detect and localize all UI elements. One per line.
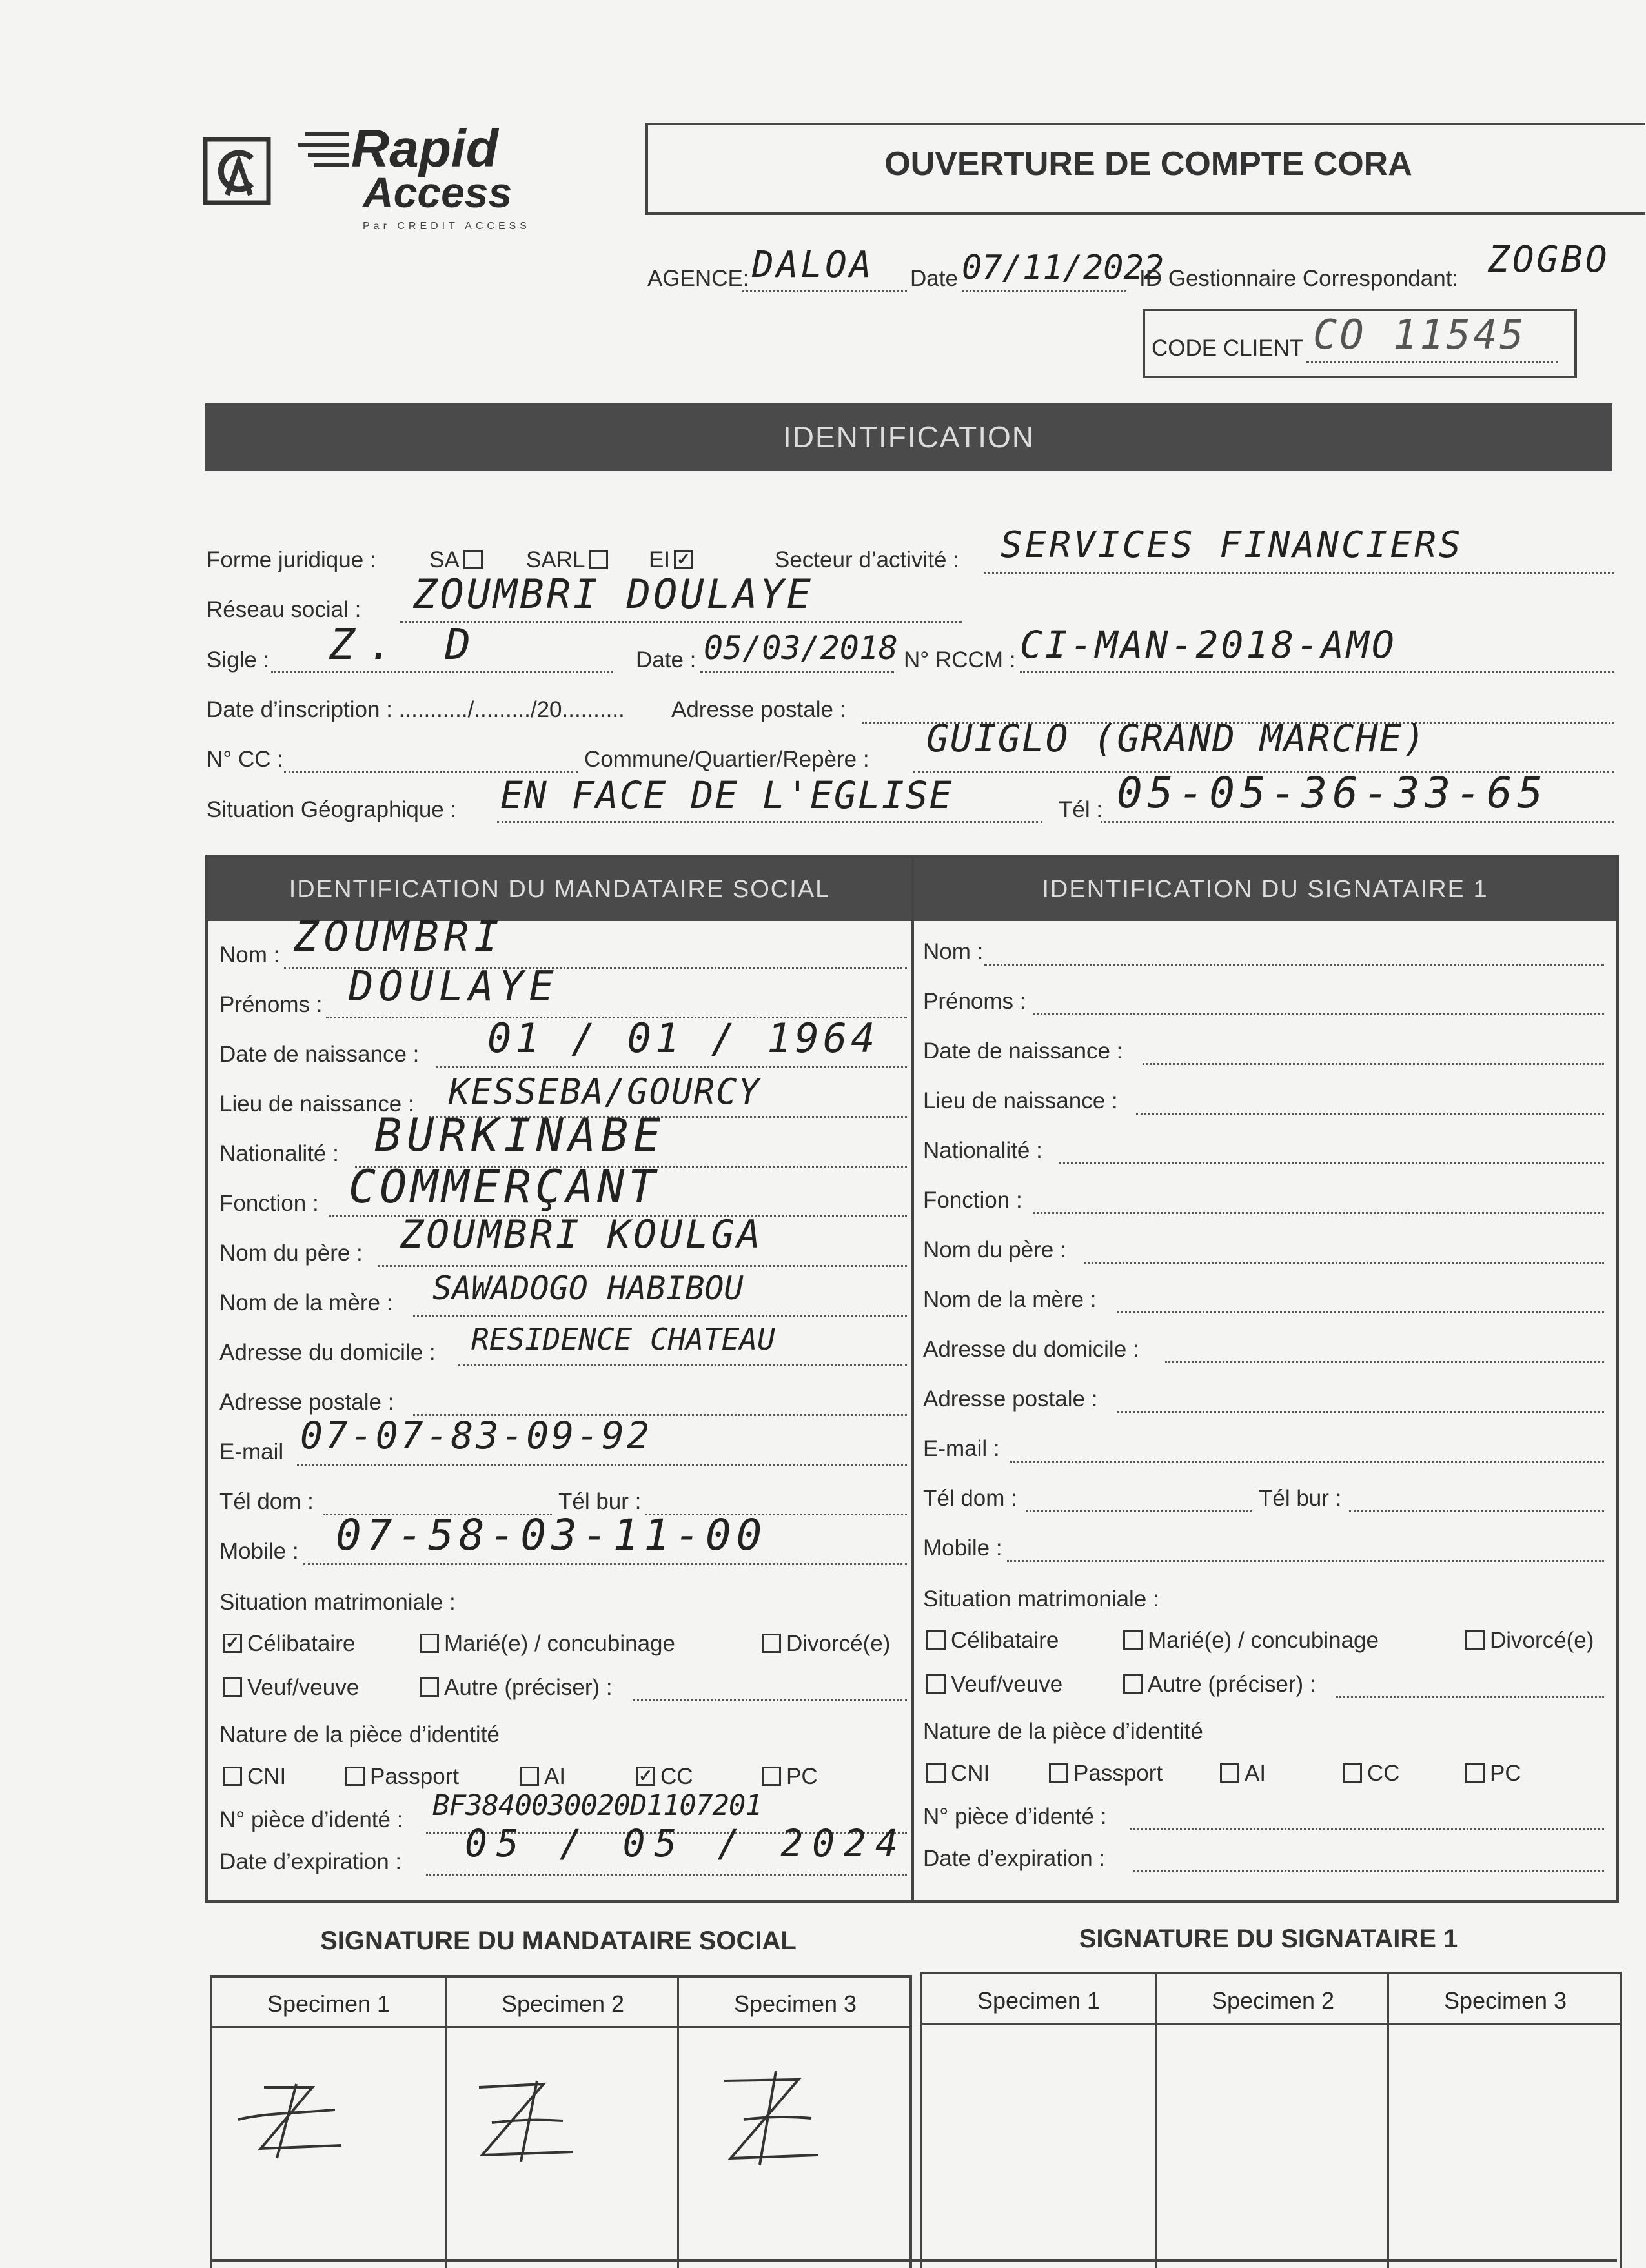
s-celibataire-option[interactable]: Célibataire — [926, 1628, 1059, 1654]
s-naissance-label: Date de naissance : — [923, 1038, 1123, 1064]
s-email-label: E-mail : — [923, 1436, 1000, 1461]
s-pc-checkbox[interactable] — [1465, 1763, 1485, 1783]
m-lieu-value: KESSEBA/GOURCY — [449, 1071, 761, 1112]
signataire-signature-title: SIGNATURE DU SIGNATAIRE 1 — [1079, 1925, 1458, 1953]
m-pere-label: Nom du père : — [219, 1240, 363, 1266]
s-cc-option[interactable]: CC — [1343, 1761, 1400, 1787]
s-npiece-field[interactable] — [1130, 1803, 1604, 1830]
m-fonction-value: COMMERÇANT — [349, 1160, 660, 1213]
s-specimen-1-label: Specimen 1 — [977, 1987, 1101, 2014]
m-fonction-label: Fonction : — [219, 1191, 319, 1216]
m-mere-label: Nom de la mère : — [219, 1290, 393, 1315]
m-nom-value: ZOUMBRI — [294, 913, 504, 961]
logo-name: Rapid — [351, 119, 498, 178]
m-nationalite-label: Nationalité : — [219, 1141, 339, 1166]
m-divorce-option[interactable]: Divorcé(e) — [762, 1631, 890, 1657]
m-prenoms-label: Prénoms : — [219, 992, 323, 1017]
s-fonction-label: Fonction : — [923, 1188, 1022, 1213]
s-specimen-1[interactable] — [922, 1974, 1155, 2268]
s-piece-label: Nature de la pièce d’identité — [923, 1719, 1203, 1744]
s-marie-checkbox[interactable] — [1123, 1630, 1143, 1650]
secteur-value: SERVICES FINANCIERS — [1001, 524, 1463, 566]
m-email-label: E-mail — [219, 1439, 284, 1464]
ei-option[interactable]: EI ✓ — [649, 547, 698, 573]
speed-lines-icon — [292, 129, 350, 174]
mandataire-signature-title: SIGNATURE DU MANDATAIRE SOCIAL — [320, 1927, 797, 1955]
s-pere-label: Nom du père : — [923, 1237, 1066, 1262]
s-autre-checkbox[interactable] — [1123, 1674, 1143, 1694]
m-autre-field[interactable] — [633, 1674, 907, 1701]
m-passport-checkbox[interactable] — [345, 1767, 365, 1786]
s-pere-field[interactable] — [1084, 1236, 1604, 1264]
rccm-value: CI-MAN-2018-AMO — [1020, 623, 1397, 667]
sa-checkbox[interactable] — [463, 550, 483, 569]
date-label: Date — [910, 266, 958, 291]
gestionnaire-label: ID Gestionnaire Correspondant: — [1139, 266, 1459, 291]
s-celibataire-checkbox[interactable] — [926, 1630, 946, 1650]
s-fonction-field[interactable] — [1033, 1186, 1604, 1214]
s-mobile-label: Mobile : — [923, 1535, 1002, 1561]
gestionnaire-value: ZOGBO — [1488, 239, 1610, 281]
sarl-option[interactable]: SARL — [526, 547, 613, 573]
m-mere-value: SAWADOGO HABIBOU — [432, 1270, 744, 1307]
s-specimen-3-label: Specimen 3 — [1443, 1987, 1567, 2014]
m-marie-checkbox[interactable] — [420, 1634, 439, 1653]
s-divorce-option[interactable]: Divorcé(e) — [1465, 1628, 1594, 1654]
m-specimen-2-label: Specimen 2 — [501, 1990, 625, 2017]
m-celibataire-checkbox[interactable]: ✓ — [223, 1634, 242, 1653]
m-veuf-checkbox[interactable] — [223, 1677, 242, 1697]
logo-name-2: Access — [363, 168, 513, 216]
m-specimen-3-signature-icon — [705, 2068, 834, 2178]
situation-label: Situation Géographique : — [207, 797, 457, 822]
ncc-field[interactable] — [284, 745, 578, 773]
s-domicile-label: Adresse du domicile : — [923, 1337, 1139, 1362]
s-nationalite-field[interactable] — [1059, 1137, 1604, 1164]
agence-value: DALOA — [752, 244, 874, 286]
code-client-box — [1143, 309, 1577, 378]
form-title: OUVERTURE DE COMPTE CORA — [884, 145, 1412, 183]
m-marie-option[interactable]: Marié(e) / concubinage — [420, 1631, 675, 1657]
s-autre-option[interactable]: Autre (préciser) : — [1123, 1672, 1316, 1697]
m-prenoms-value: DOULAYE — [349, 963, 559, 1011]
s-naissance-field[interactable] — [1143, 1037, 1604, 1065]
s-autre-field[interactable] — [1336, 1670, 1604, 1698]
m-specimen-1-label: Specimen 1 — [267, 1990, 391, 2017]
s-pc-option[interactable]: PC — [1465, 1761, 1521, 1787]
s-email-field[interactable] — [1010, 1435, 1604, 1463]
m-postale-field[interactable] — [413, 1388, 907, 1416]
agence-label: AGENCE: — [647, 266, 749, 291]
s-domicile-field[interactable] — [1165, 1335, 1604, 1363]
m-pere-value: ZOUMBRI KOULGA — [400, 1212, 763, 1257]
s-telbur-label: Tél bur : — [1259, 1486, 1342, 1511]
m-specimen-3[interactable] — [677, 1978, 911, 2268]
bottom-rule — [210, 2259, 1617, 2262]
commune-value: GUIGLO (GRAND MARCHE) — [926, 716, 1427, 760]
s-teldom-field[interactable] — [1026, 1484, 1252, 1512]
s-cc-checkbox[interactable] — [1343, 1763, 1362, 1783]
s-expiration-field[interactable] — [1133, 1845, 1604, 1872]
s-prenoms-field[interactable] — [1033, 987, 1604, 1015]
s-teldom-label: Tél dom : — [923, 1486, 1017, 1511]
forme-juridique-label: Forme juridique : — [207, 547, 376, 572]
logo — [201, 119, 563, 239]
mandataire-specimens — [210, 1975, 912, 2268]
m-cni-checkbox[interactable] — [223, 1767, 242, 1786]
m-specimen-2[interactable] — [445, 1978, 679, 2268]
rccm-label: N° RCCM : — [904, 647, 1016, 673]
s-veuf-option[interactable]: Veuf/veuve — [926, 1672, 1062, 1697]
m-passport-option[interactable]: Passport — [345, 1764, 459, 1790]
s-passport-checkbox[interactable] — [1049, 1763, 1068, 1783]
s-cni-option[interactable]: CNI — [926, 1761, 990, 1787]
s-ai-option[interactable]: AI — [1220, 1761, 1266, 1787]
m-piece-label: Nature de la pièce d’identité — [219, 1722, 500, 1747]
m-postale-label: Adresse postale : — [219, 1390, 394, 1415]
s-divorce-checkbox[interactable] — [1465, 1630, 1485, 1650]
sigle-label: Sigle : — [207, 647, 270, 673]
m-autre-option[interactable]: Autre (préciser) : — [420, 1675, 613, 1701]
m-pc-option[interactable]: PC — [762, 1764, 818, 1790]
commune-label: Commune/Quartier/Repère : — [584, 747, 869, 772]
m-domicile-label: Adresse du domicile : — [219, 1340, 436, 1365]
s-postale-label: Adresse postale : — [923, 1386, 1098, 1412]
s-specimen-2[interactable] — [1155, 1974, 1389, 2268]
date-value: 07/11/2022 — [962, 248, 1164, 287]
reseau-value: ZOUMBRI DOULAYE — [413, 571, 813, 618]
m-ai-checkbox[interactable] — [520, 1767, 539, 1786]
s-passport-option[interactable]: Passport — [1049, 1761, 1163, 1787]
s-postale-field[interactable] — [1117, 1385, 1604, 1413]
s-npiece-label: N° pièce d’identé : — [923, 1804, 1107, 1829]
inscription-label[interactable]: Date d’inscription : .........../........./20.......... — [207, 697, 625, 722]
mandataire-header: IDENTIFICATION DU MANDATAIRE SOCIAL — [208, 858, 911, 921]
m-ai-option[interactable]: AI — [520, 1764, 565, 1790]
m-veuf-option[interactable]: Veuf/veuve — [223, 1675, 359, 1701]
signataire-header: IDENTIFICATION DU SIGNATAIRE 1 — [914, 858, 1616, 921]
m-teldom-label: Tél dom : — [219, 1489, 314, 1514]
s-nom-field[interactable] — [984, 938, 1604, 966]
tel-label: Tél : — [1059, 797, 1103, 822]
s-nom-label: Nom : — [923, 939, 984, 964]
form-title-box — [645, 123, 1645, 215]
ei-checkbox[interactable]: ✓ — [674, 550, 693, 569]
ident-date-label: Date : — [636, 647, 696, 673]
code-client-value: CO 11545 — [1313, 311, 1527, 358]
m-specimen-3-label: Specimen 3 — [733, 1990, 857, 2017]
m-expiration-value: 05 / 05 / 2024 — [465, 1821, 907, 1865]
s-specimen-3[interactable] — [1387, 1974, 1621, 2268]
s-lieu-label: Lieu de naissance : — [923, 1088, 1118, 1113]
sarl-checkbox[interactable] — [589, 550, 608, 569]
signataire-specimens — [920, 1972, 1622, 2268]
s-mere-label: Nom de la mère : — [923, 1287, 1097, 1312]
m-nationalite-value: BURKINABE — [374, 1109, 666, 1162]
credit-access-logo-icon — [201, 136, 272, 207]
m-matrimoniale-label: Situation matrimoniale : — [219, 1590, 456, 1615]
m-mobile-label: Mobile : — [219, 1539, 299, 1564]
situation-value: EN FACE DE L'EGLISE — [500, 773, 953, 817]
m-nom-label: Nom : — [219, 942, 280, 967]
code-client-label: CODE CLIENT — [1152, 336, 1304, 361]
m-domicile-value: RESIDENCE CHATEAU — [471, 1322, 775, 1357]
adresse-postale-label: Adresse postale : — [671, 697, 846, 722]
m-celibataire-option[interactable]: ✓ Célibataire — [223, 1631, 355, 1657]
s-specimen-2-label: Specimen 2 — [1211, 1987, 1335, 2014]
s-lieu-field[interactable] — [1136, 1087, 1604, 1115]
m-lieu-label: Lieu de naissance : — [219, 1091, 414, 1117]
s-ai-checkbox[interactable] — [1220, 1763, 1239, 1783]
m-naissance-label: Date de naissance : — [219, 1042, 420, 1067]
identification-header: IDENTIFICATION — [205, 403, 1612, 471]
s-matrimoniale-label: Situation matrimoniale : — [923, 1586, 1159, 1612]
reseau-label: Réseau social : — [207, 597, 361, 622]
sa-option[interactable]: SA — [429, 547, 488, 573]
tel-value: 05-05-36-33-65 — [1117, 768, 1549, 818]
m-npiece-label: N° pièce d’identé : — [219, 1807, 403, 1832]
m-specimen-1[interactable] — [212, 1978, 445, 2268]
m-pc-checkbox[interactable] — [762, 1767, 781, 1786]
logo-tagline: Par CREDIT ACCESS — [363, 221, 531, 232]
s-marie-option[interactable]: Marié(e) / concubinage — [1123, 1628, 1379, 1654]
m-cni-option[interactable]: CNI — [223, 1764, 286, 1790]
s-veuf-checkbox[interactable] — [926, 1674, 946, 1694]
s-telbur-field[interactable] — [1349, 1484, 1604, 1512]
s-cni-checkbox[interactable] — [926, 1763, 946, 1783]
s-mere-field[interactable] — [1117, 1286, 1604, 1313]
m-cc-option[interactable]: ✓ CC — [636, 1764, 693, 1790]
m-npiece-value: BF3840030020D1107201 — [432, 1789, 762, 1822]
m-naissance-value: 01 / 01 / 1964 — [487, 1015, 879, 1062]
s-prenoms-label: Prénoms : — [923, 989, 1026, 1014]
ncc-label: N° CC : — [207, 747, 283, 772]
m-email-value: 07-07-83-09-92 — [300, 1413, 652, 1457]
m-divorce-checkbox[interactable] — [762, 1634, 781, 1653]
sigle-value: Z. D — [329, 620, 483, 669]
m-specimen-1-signature-icon — [225, 2074, 354, 2178]
s-mobile-field[interactable] — [1007, 1534, 1604, 1562]
ident-date-value: 05/03/2018 — [704, 629, 899, 667]
m-autre-checkbox[interactable] — [420, 1677, 439, 1697]
secteur-label: Secteur d’activité : — [775, 547, 959, 572]
m-mobile-value: 07-58-03-11-00 — [336, 1510, 767, 1560]
s-nationalite-label: Nationalité : — [923, 1138, 1042, 1163]
s-expiration-label: Date d’expiration : — [923, 1846, 1106, 1871]
m-expiration-label: Date d’expiration : — [219, 1849, 402, 1874]
m-telbur-label: Tél bur : — [558, 1489, 642, 1514]
m-cc-checkbox[interactable]: ✓ — [636, 1767, 655, 1786]
column-divider — [911, 858, 914, 1900]
m-specimen-2-signature-icon — [460, 2074, 589, 2178]
